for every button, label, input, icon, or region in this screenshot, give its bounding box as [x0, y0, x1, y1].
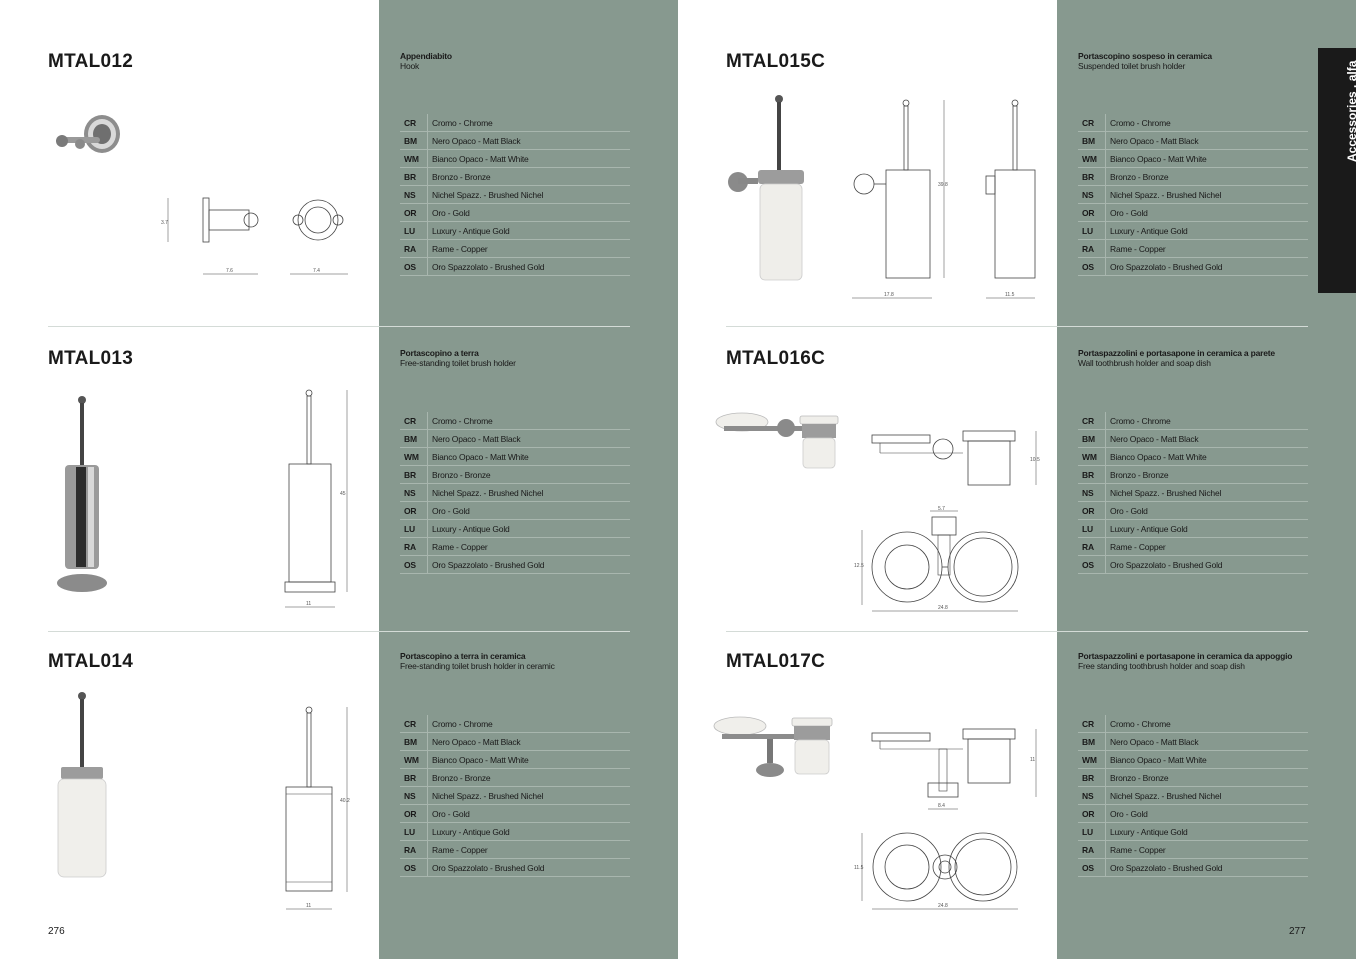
finishes-table	[400, 114, 630, 276]
finish-name: Luxury - Antique Gold	[427, 222, 510, 239]
product-name-en: Wall toothbrush holder and soap dish	[1078, 358, 1211, 368]
finish-code: OR	[1082, 505, 1095, 516]
page-number: 276	[48, 926, 65, 937]
separator	[726, 326, 1308, 327]
finish-row	[400, 769, 630, 787]
wall-toothbrush-holder-drawing-front	[868, 425, 1043, 490]
finish-row	[1078, 150, 1308, 168]
finish-row	[400, 204, 630, 222]
finish-name: Nichel Spazz. - Brushed Nichel	[427, 787, 543, 804]
product-info	[1078, 651, 1308, 671]
wall-toothbrush-holder-photo	[714, 408, 844, 473]
finish-name: Bronzo - Bronze	[427, 466, 490, 483]
product-name-it: Portaspazzolini e portasapone in ceramica da appoggio	[1078, 651, 1293, 661]
finish-row	[400, 502, 630, 520]
finish-name: Rame - Copper	[1105, 841, 1166, 858]
finish-code: BR	[1082, 469, 1094, 480]
finish-code: BR	[404, 469, 416, 480]
finish-row	[1078, 204, 1308, 222]
finish-name: Bronzo - Bronze	[427, 769, 490, 786]
finish-name: Luxury - Antique Gold	[1105, 222, 1188, 239]
finish-code: WM	[404, 153, 419, 164]
product-name-en: Free-standing toilet brush holder	[400, 358, 516, 368]
finish-code: WM	[1082, 451, 1097, 462]
finish-row	[400, 823, 630, 841]
finish-row	[1078, 538, 1308, 556]
wall-toothbrush-holder-drawing-top	[850, 505, 1025, 615]
finish-row	[400, 240, 630, 258]
dim-label: 39.8	[938, 182, 948, 188]
finish-code: RA	[1082, 541, 1094, 552]
finish-row	[400, 538, 630, 556]
finish-name: Nero Opaco - Matt Black	[427, 132, 520, 149]
product-code: MTAL017C	[726, 651, 826, 672]
finish-code: NS	[404, 189, 416, 200]
finish-name: Nichel Spazz. - Brushed Nichel	[427, 484, 543, 501]
finish-row	[1078, 448, 1308, 466]
product-info	[400, 51, 630, 71]
finish-row	[1078, 769, 1308, 787]
finish-row	[1078, 859, 1308, 877]
finish-name: Rame - Copper	[1105, 538, 1166, 555]
dim-label: 11.5	[854, 865, 864, 871]
product-name-en: Free-standing toilet brush holder in ceramic	[400, 661, 555, 671]
product-name-en: Suspended toilet brush holder	[1078, 61, 1186, 71]
dim-label: 7.4	[313, 268, 320, 274]
finish-name: Bianco Opaco - Matt White	[427, 150, 529, 167]
finish-row	[400, 787, 630, 805]
finish-row	[400, 859, 630, 877]
finish-code: OS	[1082, 862, 1094, 873]
finish-row	[1078, 240, 1308, 258]
finish-name: Oro Spazzolato - Brushed Gold	[427, 859, 544, 876]
dim-label: 11	[306, 601, 312, 607]
finish-code: CR	[1082, 117, 1094, 128]
finish-code: OS	[404, 261, 416, 272]
finish-row	[1078, 841, 1308, 859]
finish-code: BM	[1082, 135, 1095, 146]
dim-label: 24.8	[938, 605, 948, 611]
finish-row	[1078, 751, 1308, 769]
dim-label: 45	[340, 491, 346, 497]
finish-code: BR	[404, 772, 416, 783]
product-code: MTAL015C	[726, 51, 826, 72]
finish-code: NS	[1082, 189, 1094, 200]
finish-name: Luxury - Antique Gold	[427, 520, 510, 537]
dim-label: 24.8	[938, 903, 948, 909]
dim-label: 11	[1030, 757, 1036, 763]
finish-name: Oro - Gold	[1105, 805, 1148, 822]
finish-name: Nero Opaco - Matt Black	[427, 733, 520, 750]
separator	[48, 631, 630, 632]
ceramic-brush-holder-drawing	[278, 702, 358, 917]
product-info	[400, 348, 630, 368]
finish-row	[400, 751, 630, 769]
finish-name: Oro Spazzolato - Brushed Gold	[1105, 258, 1222, 275]
dim-label: 17.8	[884, 292, 894, 298]
finish-code: LU	[1082, 225, 1093, 236]
finish-code: OS	[1082, 559, 1094, 570]
finish-row	[1078, 258, 1308, 276]
brush-holder-photo	[52, 393, 112, 598]
standing-toothbrush-holder-drawing-top	[850, 825, 1025, 915]
finish-name: Oro Spazzolato - Brushed Gold	[1105, 859, 1222, 876]
finish-name: Oro Spazzolato - Brushed Gold	[427, 556, 544, 573]
separator	[48, 326, 630, 327]
finish-row	[400, 430, 630, 448]
product-name-en: Hook	[400, 61, 420, 71]
standing-toothbrush-holder-drawing-front	[868, 725, 1043, 815]
finish-name: Bianco Opaco - Matt White	[427, 448, 529, 465]
finish-name: Oro - Gold	[1105, 502, 1148, 519]
finish-code: CR	[404, 415, 416, 426]
finish-code: OR	[1082, 808, 1095, 819]
finish-row	[400, 168, 630, 186]
finish-name: Bronzo - Bronze	[1105, 168, 1168, 185]
finish-name: Nichel Spazz. - Brushed Nichel	[1105, 787, 1221, 804]
separator	[726, 631, 1308, 632]
finish-row	[400, 484, 630, 502]
finish-code: RA	[404, 541, 416, 552]
finish-row	[1078, 186, 1308, 204]
finish-code: CR	[1082, 718, 1094, 729]
finish-row	[400, 841, 630, 859]
finish-row	[1078, 466, 1308, 484]
finish-name: Oro Spazzolato - Brushed Gold	[427, 258, 544, 275]
finish-name: Luxury - Antique Gold	[1105, 520, 1188, 537]
dim-label: 40.2	[340, 798, 350, 804]
finish-code: WM	[1082, 754, 1097, 765]
finish-code: OS	[404, 862, 416, 873]
finish-code: LU	[1082, 826, 1093, 837]
finish-name: Cromo - Chrome	[1105, 715, 1171, 732]
finishes-table	[400, 715, 630, 877]
finish-code: NS	[404, 790, 416, 801]
finish-code: CR	[1082, 415, 1094, 426]
finish-name: Rame - Copper	[427, 240, 488, 257]
finish-code: BR	[404, 171, 416, 182]
finish-row	[1078, 823, 1308, 841]
finish-row	[400, 466, 630, 484]
right-page	[678, 0, 1359, 959]
product-info	[1078, 348, 1308, 368]
finish-row	[400, 520, 630, 538]
hook-drawing	[158, 192, 358, 277]
product-name-it: Portaspazzolini e portasapone in ceramica a parete	[1078, 348, 1275, 358]
brush-holder-drawing	[278, 385, 358, 615]
finish-row	[1078, 502, 1308, 520]
finish-name: Cromo - Chrome	[1105, 114, 1171, 131]
finish-code: BM	[404, 433, 417, 444]
finishes-table	[400, 412, 630, 574]
page-number: 277	[1289, 926, 1306, 937]
finish-name: Rame - Copper	[427, 538, 488, 555]
finish-row	[1078, 715, 1308, 733]
finish-name: Oro - Gold	[1105, 204, 1148, 221]
finish-row	[400, 186, 630, 204]
finish-name: Rame - Copper	[1105, 240, 1166, 257]
finish-row	[400, 715, 630, 733]
product-code: MTAL013	[48, 348, 134, 369]
finish-code: CR	[404, 718, 416, 729]
finish-code: RA	[1082, 243, 1094, 254]
finish-row	[400, 556, 630, 574]
dim-label: 3.7	[161, 220, 168, 226]
finish-code: BM	[1082, 433, 1095, 444]
finish-row	[1078, 484, 1308, 502]
finish-name: Oro - Gold	[427, 805, 470, 822]
finish-name: Bianco Opaco - Matt White	[427, 751, 529, 768]
product-code: MTAL016C	[726, 348, 826, 369]
dim-label: 11.5	[1005, 292, 1015, 298]
finish-code: OS	[404, 559, 416, 570]
suspended-brush-holder-drawing-front	[846, 96, 956, 306]
finish-name: Luxury - Antique Gold	[1105, 823, 1188, 840]
finish-name: Cromo - Chrome	[427, 412, 493, 429]
finish-code: NS	[1082, 487, 1094, 498]
finish-row	[400, 222, 630, 240]
product-name-en: Free standing toothbrush holder and soap dish	[1078, 661, 1245, 671]
finish-code: OR	[404, 207, 417, 218]
finish-code: OS	[1082, 261, 1094, 272]
finish-code: LU	[404, 225, 415, 236]
standing-toothbrush-holder-photo	[712, 712, 837, 782]
finish-code: RA	[1082, 844, 1094, 855]
finish-row	[400, 733, 630, 751]
finish-row	[1078, 520, 1308, 538]
finish-row	[1078, 430, 1308, 448]
finish-name: Bianco Opaco - Matt White	[1105, 150, 1207, 167]
finish-row	[1078, 805, 1308, 823]
product-info	[400, 651, 630, 671]
finish-row	[1078, 114, 1308, 132]
finishes-table	[1078, 114, 1308, 276]
finish-row	[400, 132, 630, 150]
product-name-it: Appendiabito	[400, 51, 452, 61]
finish-code: OR	[404, 808, 417, 819]
finish-name: Bronzo - Bronze	[1105, 769, 1168, 786]
finish-row	[400, 258, 630, 276]
finish-row	[1078, 787, 1308, 805]
finish-row	[1078, 168, 1308, 186]
finish-code: OR	[404, 505, 417, 516]
section-side-tab	[1318, 48, 1359, 293]
finish-name: Nero Opaco - Matt Black	[427, 430, 520, 447]
finish-row	[1078, 733, 1308, 751]
finish-row	[1078, 132, 1308, 150]
hook-photo	[50, 108, 130, 158]
finish-code: BM	[404, 135, 417, 146]
finish-name: Bianco Opaco - Matt White	[1105, 448, 1207, 465]
finish-code: NS	[404, 487, 416, 498]
finish-row	[400, 150, 630, 168]
finish-name: Bronzo - Bronze	[427, 168, 490, 185]
side-tab-label: Accessories . alfa	[1345, 60, 1359, 162]
product-name-it: Portascopino sospeso in ceramica	[1078, 51, 1212, 61]
finish-name: Nero Opaco - Matt Black	[1105, 430, 1198, 447]
finish-code: WM	[404, 754, 419, 765]
suspended-brush-holder-drawing-side	[978, 96, 1038, 306]
finish-code: RA	[404, 844, 416, 855]
finish-name: Nichel Spazz. - Brushed Nichel	[427, 186, 543, 203]
finish-code: LU	[404, 826, 415, 837]
product-name-it: Portascopino a terra in ceramica	[400, 651, 526, 661]
finish-name: Cromo - Chrome	[1105, 412, 1171, 429]
finish-code: RA	[404, 243, 416, 254]
finish-name: Nero Opaco - Matt Black	[1105, 733, 1198, 750]
dim-label: 7.6	[226, 268, 233, 274]
finish-code: NS	[1082, 790, 1094, 801]
dim-label: 5.7	[938, 506, 945, 512]
finish-name: Rame - Copper	[427, 841, 488, 858]
finish-name: Bianco Opaco - Matt White	[1105, 751, 1207, 768]
finish-row	[1078, 222, 1308, 240]
ceramic-brush-holder-photo	[52, 690, 112, 885]
finish-row	[1078, 412, 1308, 430]
finishes-table	[1078, 412, 1308, 574]
left-page	[0, 0, 678, 959]
finish-code: BM	[404, 736, 417, 747]
finish-name: Cromo - Chrome	[427, 715, 493, 732]
finish-code: LU	[404, 523, 415, 534]
dim-label: 12.5	[854, 563, 864, 569]
product-code: MTAL012	[48, 51, 134, 72]
product-info	[1078, 51, 1308, 71]
finish-name: Nichel Spazz. - Brushed Nichel	[1105, 484, 1221, 501]
finish-code: CR	[404, 117, 416, 128]
finish-name: Nichel Spazz. - Brushed Nichel	[1105, 186, 1221, 203]
finish-name: Cromo - Chrome	[427, 114, 493, 131]
finish-name: Oro - Gold	[427, 502, 470, 519]
finish-row	[400, 412, 630, 430]
finish-name: Oro - Gold	[427, 204, 470, 221]
finish-name: Luxury - Antique Gold	[427, 823, 510, 840]
product-code: MTAL014	[48, 651, 134, 672]
finish-code: WM	[1082, 153, 1097, 164]
finish-name: Nero Opaco - Matt Black	[1105, 132, 1198, 149]
finish-row	[1078, 556, 1308, 574]
suspended-brush-holder-photo	[722, 94, 817, 286]
finish-code: OR	[1082, 207, 1095, 218]
finish-code: WM	[404, 451, 419, 462]
product-name-it: Portascopino a terra	[400, 348, 479, 358]
finish-row	[400, 448, 630, 466]
finish-name: Bronzo - Bronze	[1105, 466, 1168, 483]
finish-name: Oro Spazzolato - Brushed Gold	[1105, 556, 1222, 573]
finish-code: BR	[1082, 171, 1094, 182]
finish-code: LU	[1082, 523, 1093, 534]
finishes-table	[1078, 715, 1308, 877]
finish-code: BR	[1082, 772, 1094, 783]
dim-label: 8.4	[938, 803, 945, 809]
finish-row	[400, 805, 630, 823]
dim-label: 10.5	[1030, 457, 1040, 463]
finish-row	[400, 114, 630, 132]
finish-code: BM	[1082, 736, 1095, 747]
dim-label: 11	[306, 903, 312, 909]
